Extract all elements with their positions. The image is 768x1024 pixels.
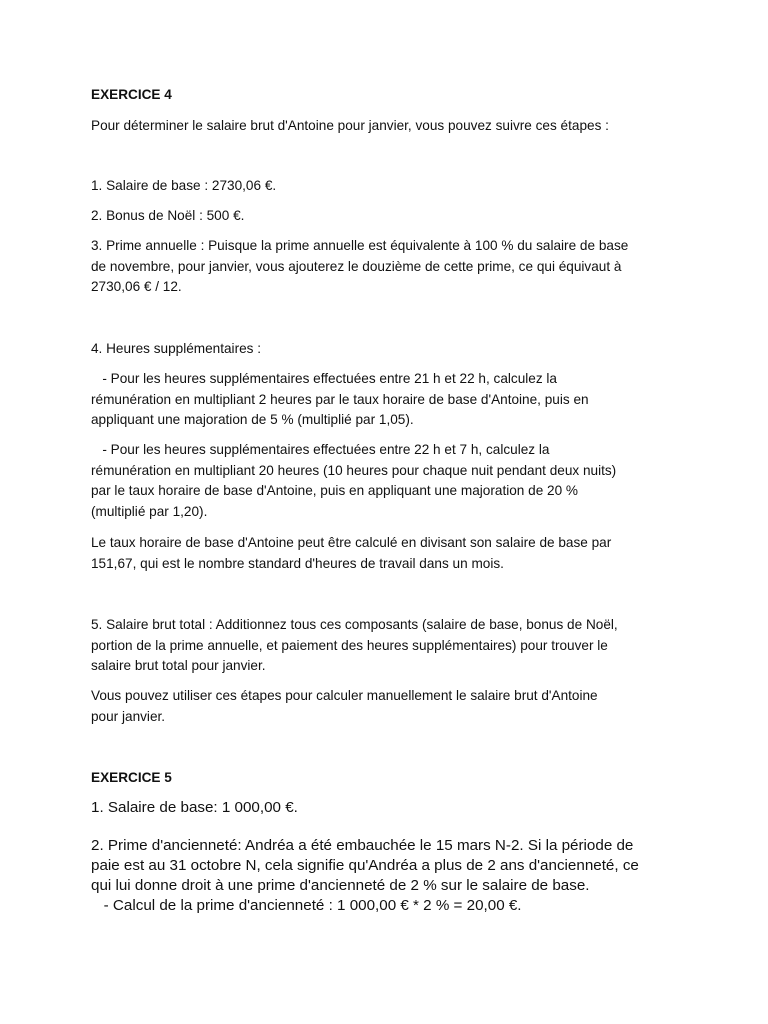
paragraph-line: 2. Prime d'ancienneté: Andréa a été embauchée le 15 mars N-2. Si la période de — [91, 837, 634, 854]
paragraph-line: (multiplié par 1,20). — [91, 504, 208, 520]
ex5-step-2-seniority-bonus — [91, 836, 691, 916]
paragraph-line: paie est au 31 octobre N, cela signifie qu'Andréa a plus de 2 ans d'ancienneté, ce — [91, 857, 639, 874]
step-1-base-salary: 1. Salaire de base : 2730,06 €. — [91, 178, 277, 193]
paragraph-line: pour janvier. — [91, 708, 166, 724]
exercice-5-heading: EXERCICE 5 — [91, 770, 172, 785]
paragraph-line: de novembre, pour janvier, vous ajouterez le douzième de cette prime, ce qui équivaut à — [91, 258, 622, 274]
paragraph-line: 3. Prime annuelle : Puisque la prime annuelle est équivalente à 100 % du salaire de base — [91, 238, 629, 253]
paragraph-line: 5. Salaire brut total : Additionnez tous ces composants (salaire de base, bonus de Noël, — [91, 617, 618, 632]
step-5-total-gross-salary — [91, 615, 691, 677]
paragraph-line: Le taux horaire de base d'Antoine peut être calculé en divisant son salaire de base par — [91, 535, 612, 550]
hourly-rate-note — [91, 533, 691, 574]
paragraph-line: qui lui donne droit à une prime d'ancienneté de 2 % sur le salaire de base. — [91, 877, 590, 894]
paragraph-line: 2730,06 € / 12. — [91, 279, 182, 295]
paragraph-line: - Pour les heures supplémentaires effectuées entre 21 h et 22 h, calculez la — [91, 371, 557, 386]
conclusion-paragraph — [91, 686, 691, 727]
step-2-christmas-bonus: 2. Bonus de Noël : 500 €. — [91, 208, 245, 223]
paragraph-line: appliquant une majoration de 5 % (multiplié par 1,05). — [91, 412, 414, 428]
exercice-4-intro: Pour déterminer le salaire brut d'Antoine pour janvier, vous pouvez suivre ces étapes : — [91, 118, 609, 133]
step-3-annual-bonus — [91, 236, 691, 298]
paragraph-line: 151,67, qui est le nombre standard d'heures de travail dans un mois. — [91, 555, 504, 571]
paragraph-line: Vous pouvez utiliser ces étapes pour calculer manuellement le salaire brut d'Antoine — [91, 688, 598, 703]
paragraph-line: rémunération en multipliant 20 heures (10 heures pour chaque nuit pendant deux nuits) — [91, 462, 617, 478]
step-4-overtime-title: 4. Heures supplémentaires : — [91, 341, 262, 356]
paragraph-line: par le taux horaire de base d'Antoine, puis en appliquant une majoration de 20 % — [91, 483, 579, 499]
paragraph-line: - Calcul de la prime d'ancienneté : 1 000,00 € * 2 % = 20,00 €. — [91, 897, 522, 914]
paragraph-line: salaire brut total pour janvier. — [91, 658, 266, 674]
step-4-overtime-21-22 — [91, 369, 691, 431]
paragraph-line: rémunération en multipliant 2 heures par le taux horaire de base d'Antoine, puis en — [91, 391, 589, 407]
exercice-4-heading: EXERCICE 4 — [91, 87, 172, 102]
step-4-overtime-22-7 — [91, 440, 691, 523]
paragraph-line: - Pour les heures supplémentaires effectuées entre 22 h et 7 h, calculez la — [91, 442, 550, 457]
paragraph-line: portion de la prime annuelle, et paiement des heures supplémentaires) pour trouver le — [91, 637, 608, 653]
ex5-step-1-base-salary: 1. Salaire de base: 1 000,00 €. — [91, 799, 298, 816]
